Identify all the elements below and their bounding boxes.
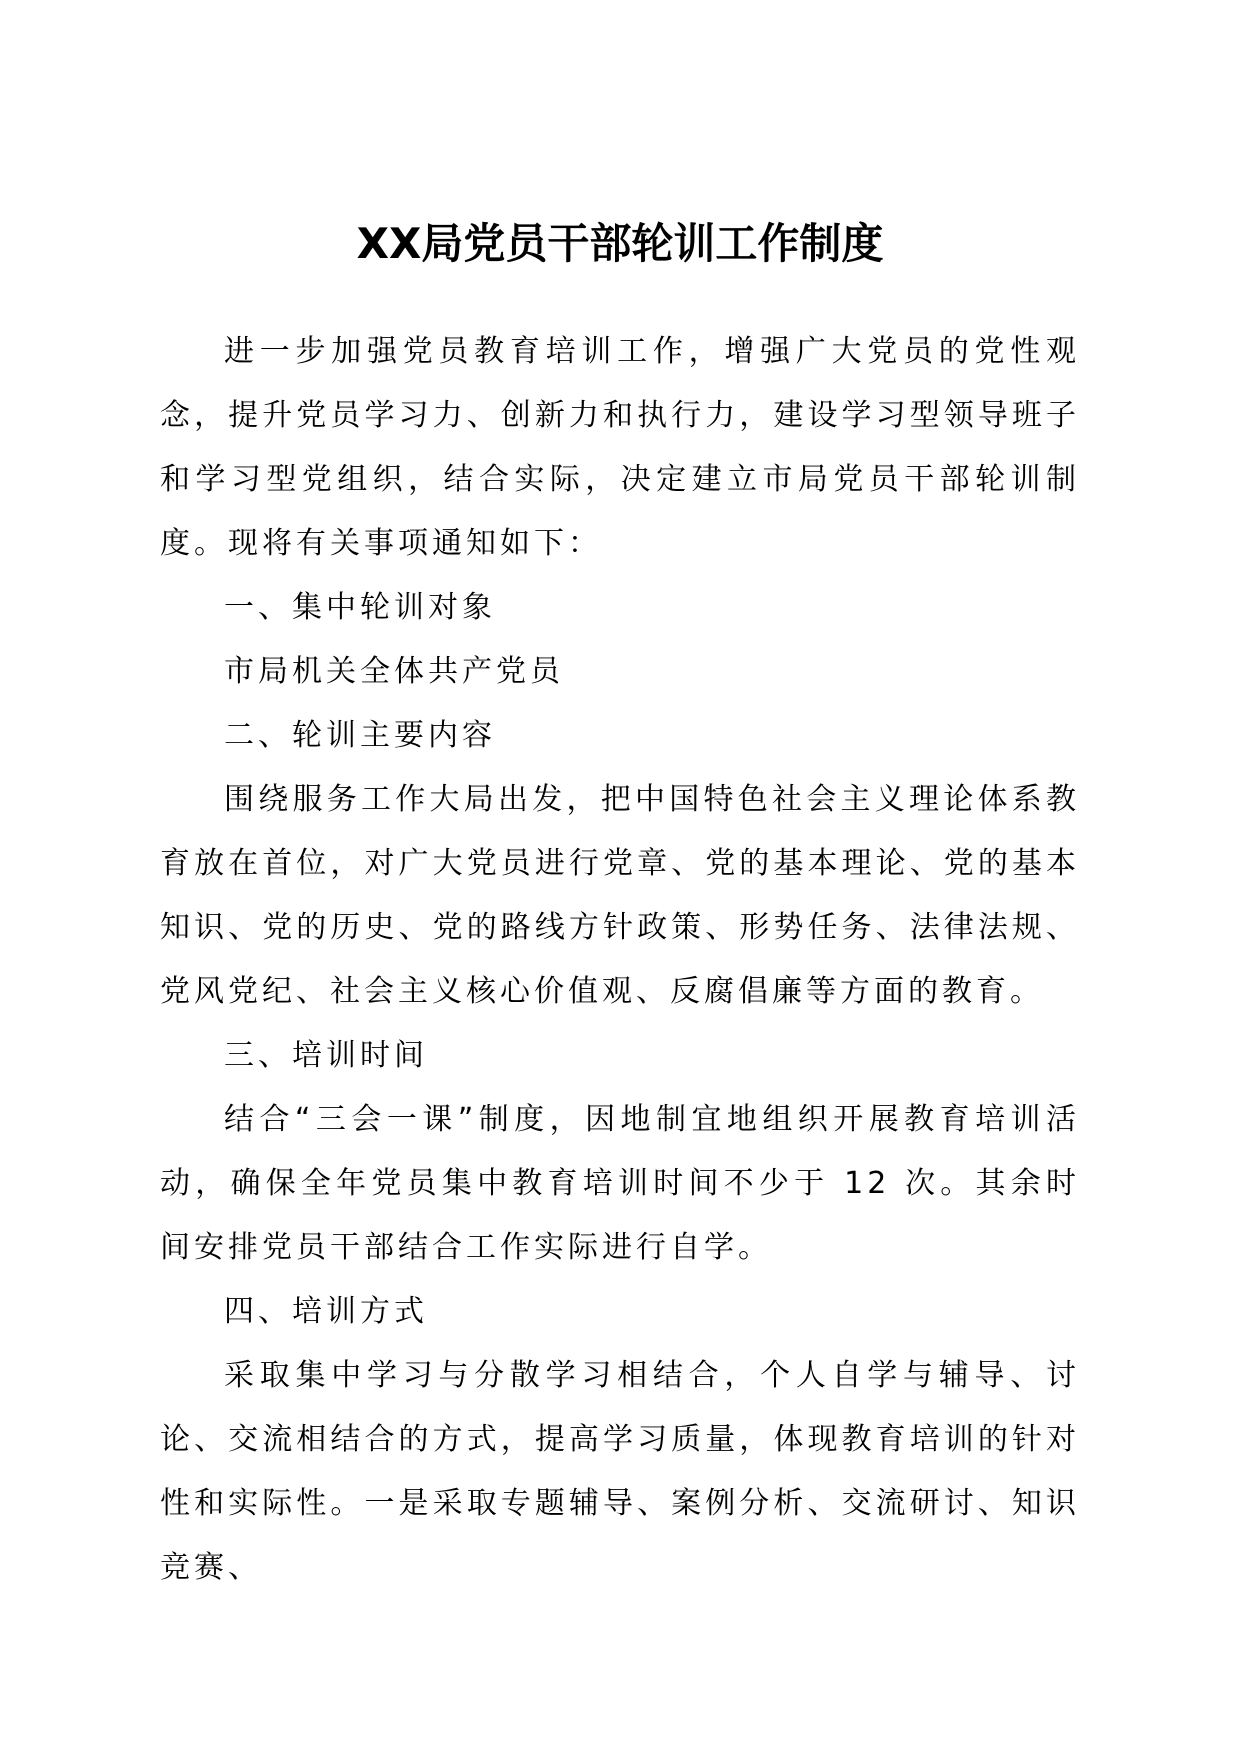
- section-heading-1: 一、集中轮训对象: [224, 590, 496, 625]
- section-heading-4: 四、培训方式: [224, 1294, 428, 1329]
- section-heading-3: 三、培训时间: [224, 1038, 428, 1073]
- document-title: XX局党员干部轮训工作制度: [356, 219, 884, 268]
- section-text-4: 采取集中学习与分散学习相结合，个人自学与辅导、讨论、交流相结合的方式，提高学习质量，体现教育培训的针对性和实际性。一是采取专题辅导、案例分析、交流研讨、知识竞赛、: [160, 1358, 1080, 1585]
- section-text-1: 市局机关全体共产党员: [224, 654, 564, 689]
- intro-paragraph: 进一步加强党员教育培训工作，增强广大党员的党性观念，提升党员学习力、创新力和执行力，建设学习型领导班子和学习型党组织，结合实际，决定建立市局党员干部轮训制度。现将有关事项通知如下：: [160, 334, 1080, 561]
- document-body: [160, 320, 1080, 1600]
- section-text-2: 围绕服务工作大局出发，把中国特色社会主义理论体系教育放在首位，对广大党员进行党章、党的基本理论、党的基本知识、党的历史、党的路线方针政策、形势任务、法律法规、党风党纪、社会主义核心价值观、反腐倡廉等方面的教育。: [160, 782, 1080, 1009]
- section-heading-2: 二、轮训主要内容: [224, 718, 496, 753]
- section-text-3: 结合“三会一课”制度，因地制宜地组织开展教育培训活动，确保全年党员集中教育培训时间不少于 12 次。其余时间安排党员干部结合工作实际进行自学。: [160, 1102, 1080, 1265]
